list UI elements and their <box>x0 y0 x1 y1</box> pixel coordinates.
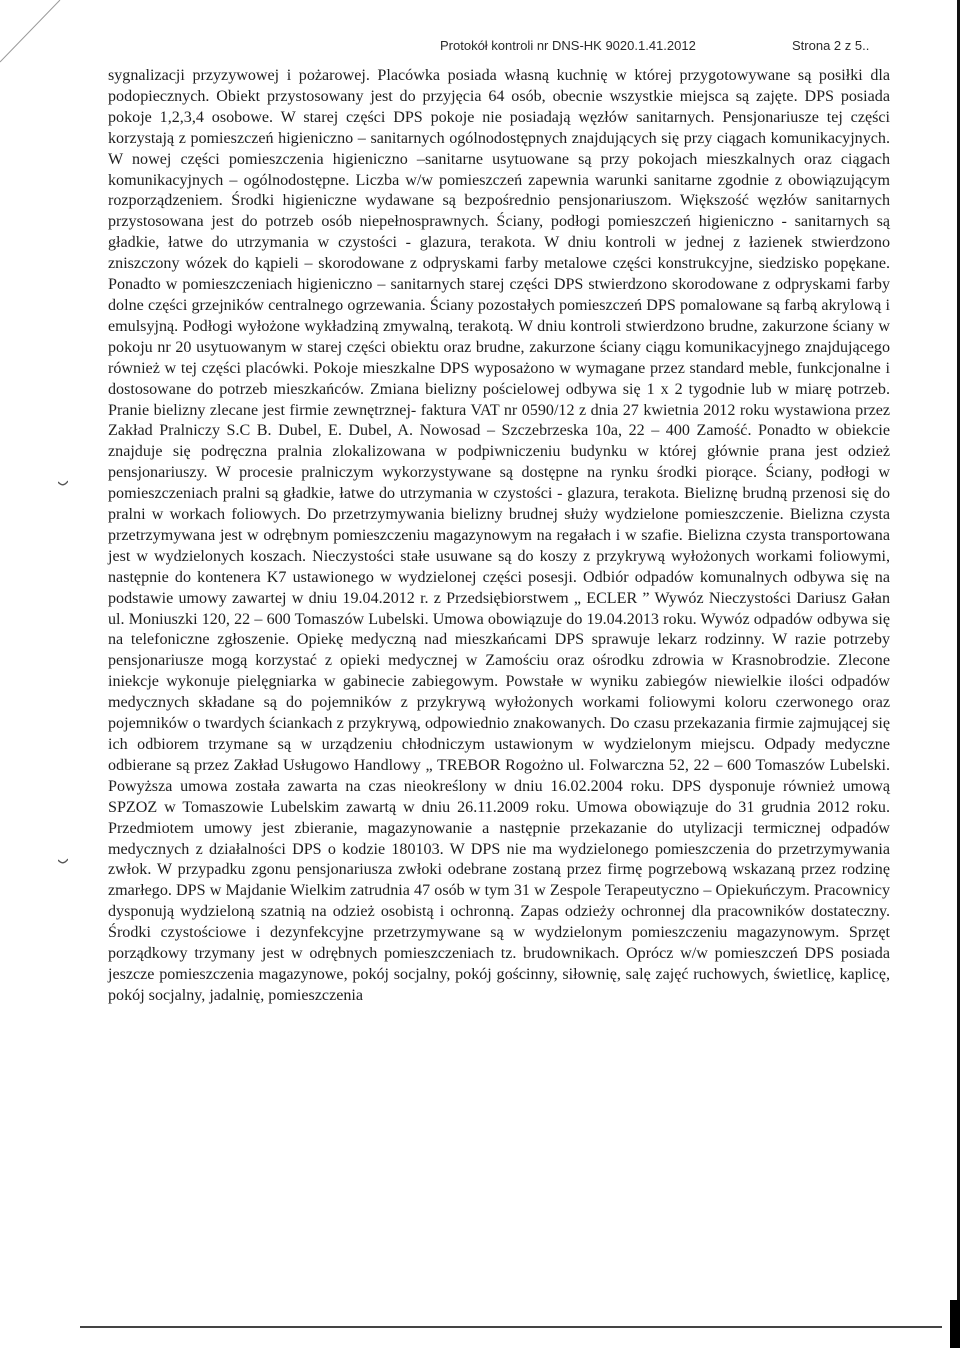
scan-corner-shadow <box>950 1300 960 1348</box>
scan-corner-mark <box>0 0 80 80</box>
page-number: Strona 2 z 5.. <box>792 38 870 53</box>
protocol-body-text: sygnalizacji przyzywowej i pożarowej. Placówka posiada własną kuchnię w której przygotowywane są posiłki dla podopiecznych. Obiekt przystosowany jest do przyjęcia 64 osób, obecnie wszystkie miejsca są zajęte. DPS posiada pokoje 1,2,3,4 osobowe. W starej części DPS pokoje nie posiadają węzłów sanitarnych. Pensjonariusze tej części korzystają z pomieszczeń higieniczno – sanitarnych ogólnodostępnych znajdujących się przy ciągach komunikacyjnych. W nowej części pomieszczenia higieniczno –sanitarne usytuowane są przy pokojach mieszkalnych oraz ciągach komunikacyjnych – ogólnodostępne. Liczba w/w pomieszczeń zapewnia warunki sanitarne zgodnie z obowiązującym rozporządzeniem. Środki higieniczne wydawane są bezpośrednio pensjonariuszom. Większość węzłów sanitarnych przystosowana jest do potrzeb osób niepełnosprawnych. Ściany, podłogi pomieszczeń higieniczno - sanitarnych są gładkie, łatwe do utrzymania w czystości - glazura, terakota. W dniu kontroli w jednej z łazienek stwierdzono zniszczony wózek do kąpieli – skorodowane z odpryskami farby metalowe części konstrukcyjne, siedzisko popękane. Ponadto w pomieszczeniach higieniczno – sanitarnych starej części DPS stwierdzono skorodowane z odpryskami farby dolne części grzejników centralnego ogrzewania. Ściany pozostałych pomieszczeń DPS pomalowane są farbą akrylową i emulsyjną. Podłogi wyłożone wykładziną zmywalną, terakotą. W dniu kontroli stwierdzono brudne, zakurzone ściany w pokoju nr 20 usytuowanym w starej części obiektu oraz brudne, zakurzone ściany ciągu komunikacyjnego znajdującego również w tej części placówki. Pokoje mieszkalne DPS wyposażono w wymagane przez standard meble, funkcjonalne i dostosowane do potrzeb mieszkańców. Zmiana bielizny pościelowej odbywa się 1 x 2 tygodnie lub w miarę potrzeb. Pranie bielizny zlecane jest firmie zewnętrznej- faktura VAT nr 0590/12 z dnia 27 kwietnia 2012 roku wystawiona przez Zakład Pralniczy S.C B. Dubel, E. Dubel, A. Nowosad – Szczebrzeska 10a, 22 – 400 Zamość. Ponadto w obiekcie znajduje się podręczna pralnia zlokalizowana w podpiwniczeniu budynku w której głównie prana jest odzież pensjonariuszy. W procesie pralniczym wykorzystywane są dostępne na rynku środki piorące. Ściany, podłogi w pomieszczeniach pralni są gładkie, łatwe do utrzymania w czystości - glazura, terakota. Bieliznę brudną przenosi się do pralni w workach foliowych. Do przetrzymywania bielizny brudnej służy wydzielone pomieszczenie. Bielizna czysta przetrzymywana jest w odrębnym pomieszczeniu magazynowym na regałach i w szafie. Bielizna czysta transportowana jest w wydzielonych koszach. Nieczystości stałe usuwane są do koszy z przykrywą wyłożonych workami foliowymi, następnie do kontenera K7 ustawionego w wydzielonej części posesji. Odbiór odpadów komunalnych odbywa się na podstawie umowy zawartej w dniu 19.04.2012 r. z Przedsiębiorstwem „ ECLER ” Wywóz Nieczystości Dariusz Gałan ul. Moniuszki 120, 22 – 600 Tomaszów Lubelski. Umowa obowiązuje do 19.04.2013 roku. Wywóz odpadów odbywa się na telefoniczne zgłoszenie. Opiekę medyczną nad mieszkańcami DPS sprawuje lekarz rodzinny. W razie potrzeby pensjonariusze mogą korzystać z opieki medycznej w Zamościu oraz ośrodku zdrowia w Krasnobrodzie. Zlecone iniekcje wykonuje pielęgniarka w gabinecie zabiegowym. Powstałe w wyniku zabiegów niewielkie ilości odpadów medycznych składane są do pojemników z przykrywą wyłożonych workami foliowymi koloru czerwonego oraz pojemników o twardych ściankach z przykrywą, odpowiednio znakowanych. Do czasu przekazania firmie zajmującej się ich odbiorem trzymane są w urządzeniu chłodniczym ustawionym w wydzielonym miejscu. Odpady medyczne odbierane są przez Zakład Usługowo Handlowy „ TREBOR Rogożno ul. Folwarczna 52, 22 – 600 Tomaszów Lubelski. Powyższa umowa została zawarta na czas nieokreślony w dniu 16.02.2004 roku. DPS dysponuje również umową SPZOZ w Tomaszowie Lubelskim zawartą w dniu 26.11.2009 roku. Umowa obowiązuje do 31 grudnia 2012 roku. Przedmiotem umowy jest zbieranie, magazynowanie a następnie przekazanie do utylizacji termicznej odpadów medycznych z działalności DPS o kodzie 180103. W DPS nie ma wydzielonego pomieszczenia do przetrzymywania zwłok. W przypadku zgonu pensjonariusza zwłoki odebrane zostaną przez firmę pogrzebową wskazaną przez rodzinę zmarłego. DPS w Majdanie Wielkim zatrudnia 47 osób w tym 31 w Zespole Terapeutyczno – Opiekuńczym. Pracownicy dysponują wydzieloną szatnią na odzież osobistą i ochronną. Zapas odzieży ochronnej dla pracowników dostateczny. Środki czystościowe i dezynfekcyjne przetrzymywane są w wydzielonym pomieszczeniu magazynowym. Sprzęt porządkowy trzymany jest w odrębnych pomieszczeniach tz. brudownikach. Oprócz w/w pomieszczeń DPS posiada jeszcze pomieszczenia magazynowe, pokój socjalny, pokój gościnny, siłownię, salę zajęć ruchowych, świetlicę, kaplicę, pokój socjalny, jadalnię, pomieszczenia <box>108 67 890 1004</box>
punch-hole-mark <box>58 858 68 866</box>
protocol-title: Protokół kontroli nr DNS-HK 9020.1.41.2012 <box>440 38 696 53</box>
punch-hole-mark <box>58 480 68 488</box>
scan-bottom-edge <box>80 1326 942 1328</box>
